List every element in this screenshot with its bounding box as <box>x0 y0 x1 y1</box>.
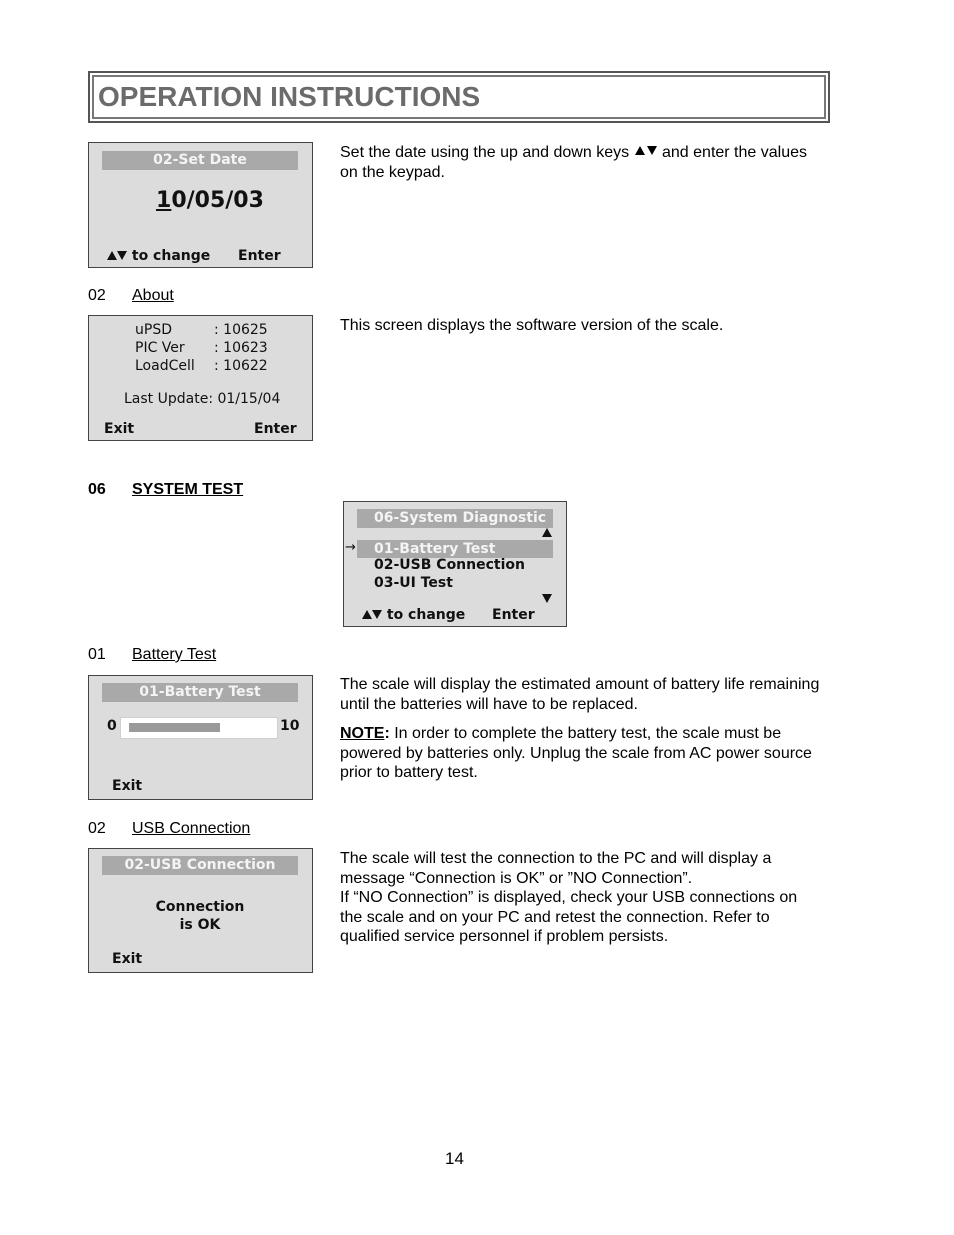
about-number: 02 <box>88 287 106 304</box>
date-cursor-digit: 1 <box>156 188 172 213</box>
up-key-icon <box>635 146 645 155</box>
set-date-description: Set the date using the up and down keys and enter the values on the keypad. <box>340 144 807 181</box>
usb-description-text-2: If “NO Connection” is displayed, check your USB connections on the scale and on your PC and retest the connection. Refer to qualified service personnel if problem persists. <box>340 889 798 946</box>
set-date-screen-title: 02-Set Date <box>102 151 298 170</box>
battery-max-label: 10 <box>280 718 300 734</box>
selection-pointer-icon: → <box>345 540 356 555</box>
page-header-banner <box>88 71 830 123</box>
battery-level-fill <box>129 723 220 732</box>
note-text: In order to complete the battery test, the scale must be powered by batteries only. Unplug the scale from AC power source prior to battery test. <box>340 725 812 782</box>
diagnostic-item-ui-test: 03-UI Test <box>374 575 453 591</box>
about-screen <box>88 315 313 441</box>
set-date-screen <box>88 142 313 268</box>
diagnostic-item-battery-test: 01-Battery Test <box>357 540 553 558</box>
battery-test-screen <box>88 675 313 800</box>
down-arrow-icon <box>117 251 127 260</box>
system-diagnostic-title: 06-System Diagnostic <box>357 509 553 528</box>
diagnostic-item-usb-connection: 02-USB Connection <box>374 557 525 573</box>
system-test-number: 06 <box>88 481 106 498</box>
set-date-value <box>156 188 264 213</box>
usb-connection-screen-title: 02-USB Connection <box>102 856 298 875</box>
about-row-pic-value: : 10623 <box>214 340 268 356</box>
about-row-upsd-value: : 10625 <box>214 322 268 338</box>
page-title: OPERATION INSTRUCTIONS <box>98 81 481 112</box>
about-label: About <box>132 287 174 304</box>
about-enter-label: Enter <box>254 421 297 437</box>
about-exit-label: Exit <box>104 421 135 437</box>
system-test-label: SYSTEM TEST <box>132 481 244 498</box>
usb-description-text-1: The scale will test the connection to the PC and will display a message “Connection is OK” or ”NO Connection”. <box>340 850 772 887</box>
down-key-icon <box>647 146 657 155</box>
battery-test-description <box>340 675 820 783</box>
usb-exit-label: Exit <box>112 951 143 967</box>
up-arrow-icon <box>362 610 372 619</box>
usb-connection-description <box>340 849 820 947</box>
battery-test-screen-title: 01-Battery Test <box>102 683 298 702</box>
diagnostic-footer-left: to change <box>362 607 465 623</box>
battery-min-label: 0 <box>107 718 117 734</box>
about-row-loadcell-key: LoadCell <box>135 358 195 374</box>
down-arrow-icon <box>372 610 382 619</box>
date-rest: 0/05/03 <box>171 188 264 213</box>
scroll-up-icon <box>542 528 552 537</box>
note-label: NOTE <box>340 725 385 743</box>
system-diagnostic-screen <box>343 501 567 627</box>
up-arrow-icon <box>107 251 117 260</box>
usb-connection-screen <box>88 848 313 973</box>
battery-exit-label: Exit <box>112 778 143 794</box>
usb-message-line2: is OK <box>179 917 221 933</box>
about-row-pic-key: PIC Ver <box>135 340 185 356</box>
set-date-footer-left: to change <box>107 248 210 264</box>
set-date-enter-label: Enter <box>238 248 281 264</box>
about-last-update: Last Update: 01/15/04 <box>124 391 281 407</box>
about-description: This screen displays the software version of the scale. <box>340 317 724 334</box>
battery-test-number: 01 <box>88 646 106 663</box>
scroll-down-icon <box>542 594 552 603</box>
page-number: 14 <box>445 1149 464 1168</box>
battery-description-text: The scale will display the estimated amount of battery life remaining until the batteries will have to be replaced. <box>340 676 820 713</box>
battery-level-track <box>120 717 278 739</box>
battery-test-label: Battery Test <box>132 646 217 663</box>
about-row-upsd-key: uPSD <box>135 322 172 338</box>
diagnostic-enter-label: Enter <box>492 607 535 623</box>
battery-note: NOTE: In order to complete the battery test, the scale must be powered by batteries only. Unplug the scale from AC power source prior to battery test. <box>340 725 812 782</box>
usb-message-line1: Connection <box>155 899 245 915</box>
usb-connection-label: USB Connection <box>132 820 251 837</box>
usb-connection-number: 02 <box>88 820 106 837</box>
about-row-loadcell-value: : 10622 <box>214 358 268 374</box>
